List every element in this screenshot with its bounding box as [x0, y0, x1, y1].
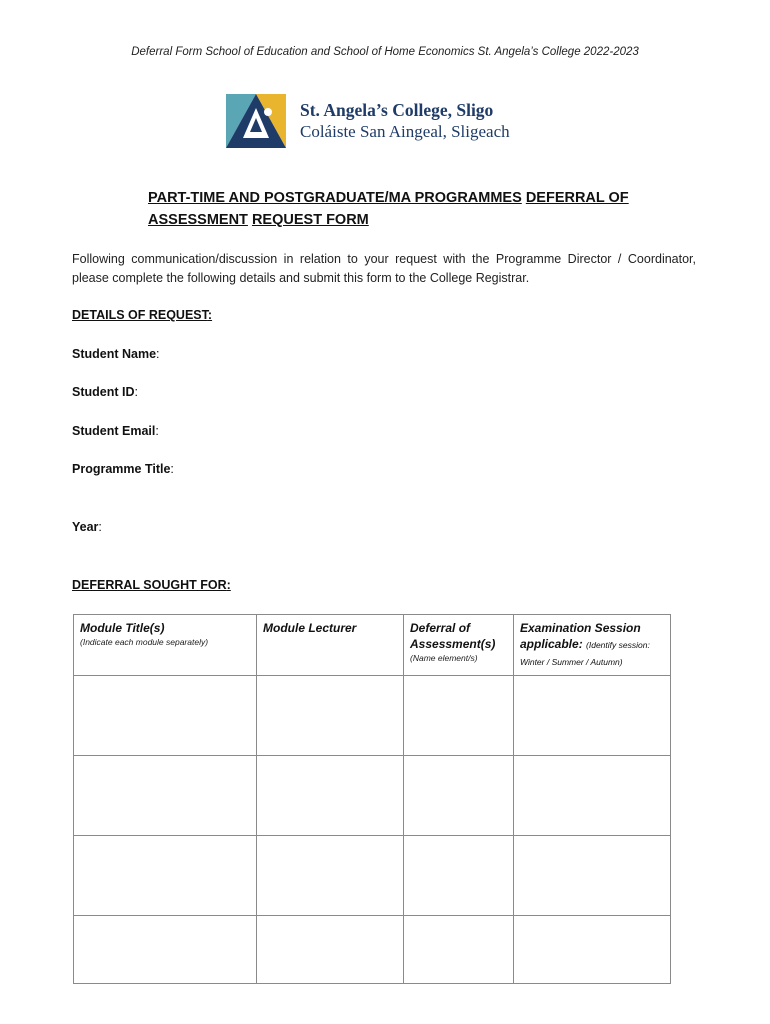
- table-row: [74, 916, 671, 984]
- col-exam-session: Examination Session applicable: (Identify session: Winter / Summer / Autumn): [514, 615, 671, 676]
- table-cell[interactable]: [404, 676, 514, 756]
- form-title: [148, 187, 688, 231]
- title-part2: DEFERRAL OF: [525, 190, 629, 206]
- table-cell[interactable]: [514, 916, 671, 984]
- table-cell[interactable]: [257, 836, 404, 916]
- table-cell[interactable]: [74, 676, 257, 756]
- programme-title-field[interactable]: Programme Title:: [72, 462, 174, 476]
- college-crest-icon: [226, 94, 286, 148]
- title-part3: ASSESSMENT: [148, 212, 248, 228]
- table-cell[interactable]: [404, 756, 514, 836]
- deferral-table: [73, 614, 671, 984]
- col-module-lecturer: Module Lecturer: [257, 615, 404, 676]
- table-cell[interactable]: [514, 676, 671, 756]
- col-deferral-assessment: Deferral of Assessment(s) (Name element/s): [404, 615, 514, 676]
- table-header-row: [74, 615, 671, 676]
- title-part4: REQUEST FORM: [251, 212, 369, 228]
- student-name-field[interactable]: Student Name:: [72, 347, 160, 361]
- table-cell[interactable]: [404, 836, 514, 916]
- table-row: [74, 676, 671, 756]
- title-part1: PART-TIME AND POSTGRADUATE/MA PROGRAMMES: [148, 190, 522, 206]
- table-cell[interactable]: [514, 836, 671, 916]
- logo-name-english: St. Angela’s College, Sligo: [300, 100, 494, 120]
- table-cell[interactable]: [74, 756, 257, 836]
- table-cell[interactable]: [257, 756, 404, 836]
- table-cell[interactable]: [257, 676, 404, 756]
- table-cell[interactable]: [74, 836, 257, 916]
- intro-paragraph: Following communication/discussion in relation to your request with the Programme Director / Coordinator, please complete the following details and submit this form to the College Registrar.: [72, 252, 696, 285]
- table-cell[interactable]: [74, 916, 257, 984]
- table-cell[interactable]: [404, 916, 514, 984]
- running-header: Deferral Form School of Education and School of Home Economics St. Angela’s College 2022-2023: [131, 46, 639, 58]
- logo-name-irish: Coláiste San Aingeal, Sligeach: [300, 122, 510, 141]
- year-field[interactable]: Year:: [72, 520, 102, 534]
- col-module-title: Module Title(s) (Indicate each module separately): [74, 615, 257, 676]
- student-email-field[interactable]: Student Email:: [72, 424, 159, 438]
- college-logo: [226, 94, 510, 148]
- table-cell[interactable]: [514, 756, 671, 836]
- student-id-field[interactable]: Student ID:: [72, 385, 138, 399]
- table-row: [74, 756, 671, 836]
- deferral-heading: DEFERRAL SOUGHT FOR:: [72, 578, 231, 592]
- table-row: [74, 836, 671, 916]
- details-heading: DETAILS OF REQUEST:: [72, 308, 213, 322]
- table-cell[interactable]: [257, 916, 404, 984]
